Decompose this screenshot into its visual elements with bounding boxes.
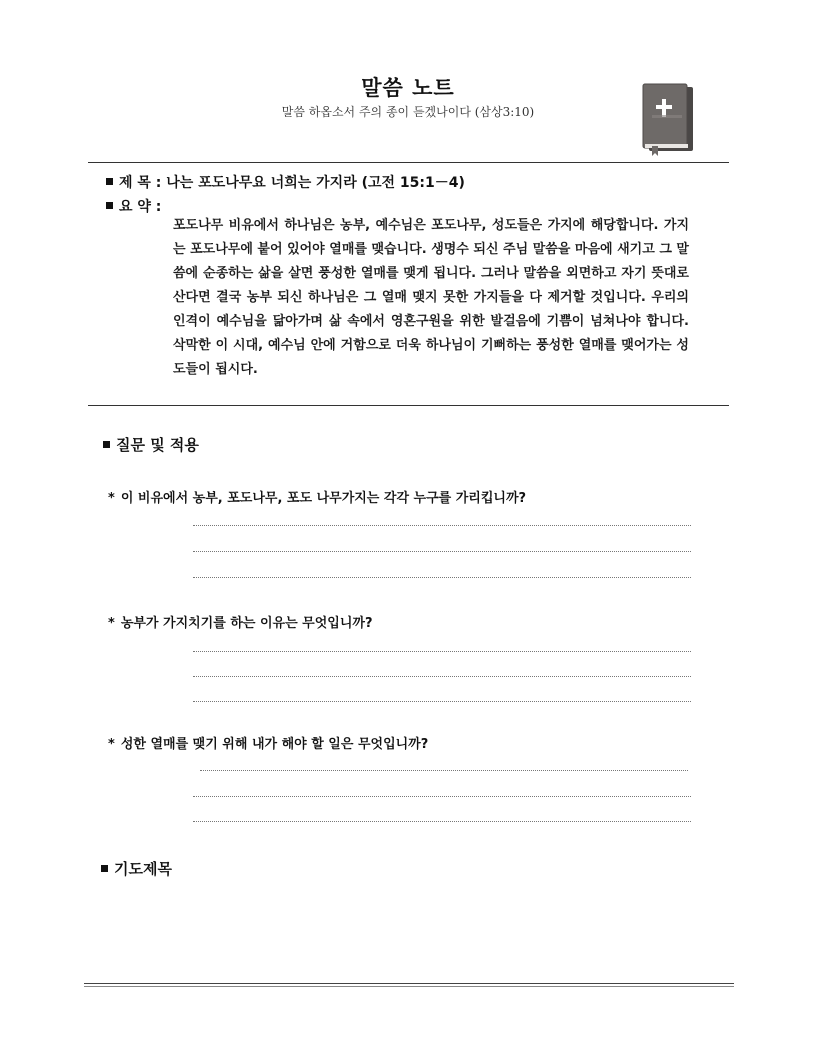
square-bullet-icon [101,865,108,872]
questions-heading: 질문 및 적용 [116,436,199,454]
question-3 [108,733,428,752]
divider [88,162,729,163]
asterisk-marker: * [108,616,115,631]
title-label: 제 목 : [119,175,162,191]
summary-label-row [106,196,161,216]
square-bullet-icon [103,441,110,448]
footer-divider [84,986,734,987]
questions-heading-row [103,434,199,455]
question-text: 농부가 가지치기를 하는 이유는 무엇입니까? [120,616,373,631]
answer-line[interactable] [193,796,691,797]
square-bullet-icon [106,202,113,209]
footer-divider [84,983,734,984]
asterisk-marker: * [108,491,115,506]
answer-line[interactable] [193,551,691,552]
asterisk-marker: * [108,737,115,752]
question-2 [108,612,373,631]
page-title: 말씀 노트 [361,76,455,100]
answer-line[interactable] [193,821,691,822]
answer-line[interactable] [193,651,691,652]
summary-text: 포도나무 비유에서 하나님은 농부, 예수님은 포도나무, 성도들은 가지에 해당합니다. 가지는 포도나무에 붙어 있어야 열매를 맺습니다. 생명수 되신 주님 말씀을 마음에 새기고 그 말씀에 순종하는 삶을 살면 풍성한 열매를 맺게 됩니다. 그러나 말씀을 외면하고 자기 뜻대로 산다면 결국 농부 되신 하나님은 그 열매 맺지 못한 가지들을 다 제거할 것입니다. 우리의 인격이 예수님을 닮아가며 삶 속에서 영혼구원을 위한 발걸음에 기쁨이 넘쳐나야 합니다. 삭막한 이 시대, 예수님 안에 거함으로 더욱 하나님이 기뻐하는 풍성한 열매를 맺어가는 성도들이 됩시다. [173,218,689,377]
answer-line[interactable] [193,676,691,677]
answer-line[interactable] [200,770,688,771]
answer-line[interactable] [193,525,691,526]
question-text: 이 비유에서 농부, 포도나무, 포도 나무가지는 각각 누구를 가리킵니까? [120,491,527,506]
prayer-heading-row [101,858,172,879]
prayer-heading: 기도제목 [114,860,172,878]
sermon-title-row [106,172,465,192]
answer-line[interactable] [193,577,691,578]
answer-line[interactable] [193,701,691,702]
sermon-title: 나는 포도나무요 너희는 가지라 (고전 15:1－4) [166,175,465,191]
divider [88,405,729,406]
bible-book-icon [640,82,696,156]
summary-label: 요 약 : [119,199,162,215]
page-subtitle: 말씀 하옵소서 주의 종이 듣겠나이다 (삼상3:10) [281,105,535,119]
question-text: 성한 열매를 맺기 위해 내가 해야 할 일은 무엇입니까? [120,737,429,752]
question-1 [108,487,526,506]
square-bullet-icon [106,178,113,185]
